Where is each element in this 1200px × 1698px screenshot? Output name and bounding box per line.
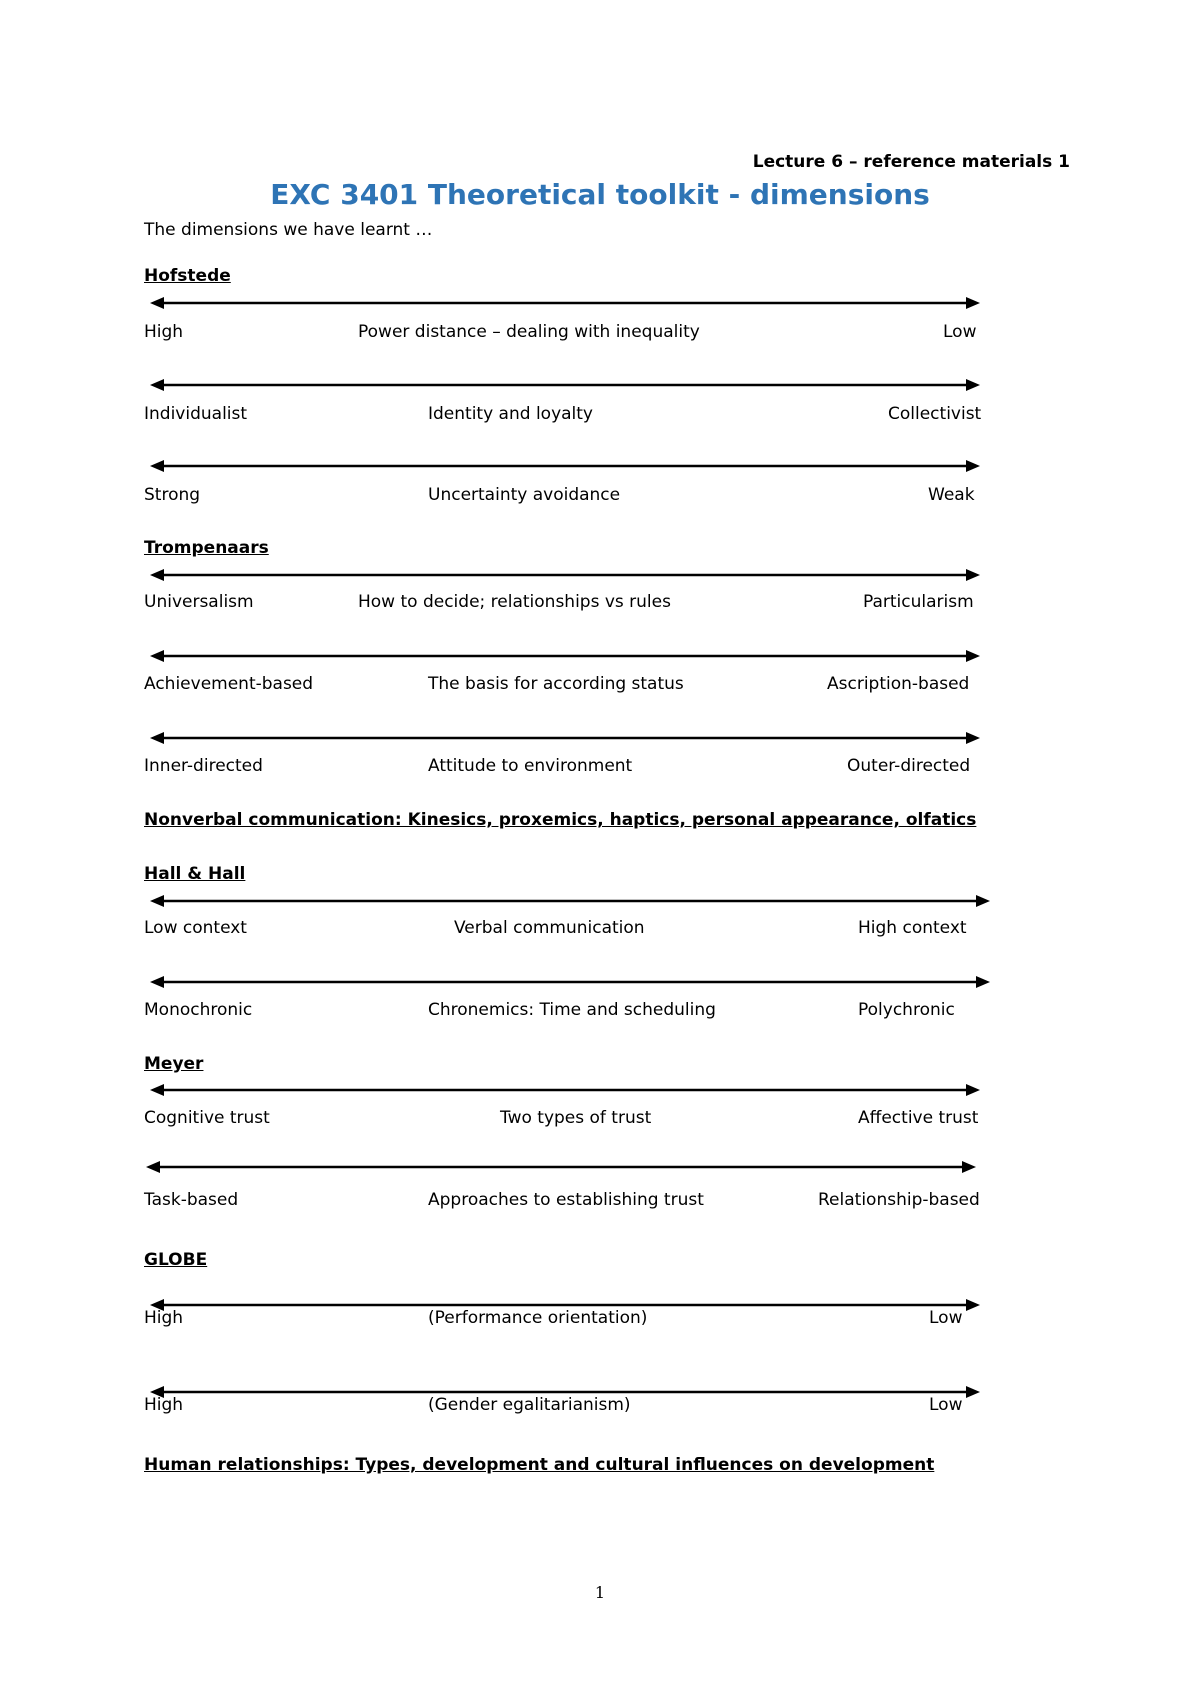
- dimension-left-label: Individualist: [144, 404, 248, 424]
- dimension-arrow: [150, 891, 990, 911]
- page-number: 1: [594, 1583, 606, 1602]
- dimension-right-label: Polychronic: [858, 1000, 955, 1020]
- dimension-right-label: Outer-directed: [847, 756, 971, 776]
- dimension-right-label: Relationship-based: [818, 1190, 980, 1210]
- dimension-left-label: Universalism: [144, 592, 254, 612]
- dimension-center-label: (Gender egalitarianism): [428, 1395, 631, 1415]
- dimension-left-label: Task-based: [144, 1190, 239, 1210]
- dimension-right-label: Weak: [928, 485, 975, 505]
- dimension-left-label: High: [144, 1308, 184, 1328]
- dimension-center-label: Two types of trust: [500, 1108, 652, 1128]
- dimension-arrow: [150, 1080, 980, 1100]
- dimension-right-label: Particularism: [863, 592, 974, 612]
- dimension-center-label: Uncertainty avoidance: [428, 485, 621, 505]
- dimension-arrow: [146, 1157, 976, 1177]
- dimension-arrow: [150, 375, 980, 395]
- dimension-right-label: High context: [858, 918, 967, 938]
- intro-text: The dimensions we have learnt …: [144, 220, 433, 240]
- section-heading-hall: Hall & Hall: [144, 864, 246, 884]
- dimension-center-label: Approaches to establishing trust: [428, 1190, 704, 1210]
- dimension-arrow: [150, 646, 980, 666]
- section-heading-meyer: Meyer: [144, 1054, 204, 1074]
- dimension-center-label: Identity and loyalty: [428, 404, 593, 424]
- dimension-right-label: Low: [929, 1395, 963, 1415]
- dimension-right-label: Affective trust: [858, 1108, 979, 1128]
- dimension-right-label: Low: [943, 322, 977, 342]
- section-heading-trompenaars: Trompenaars: [144, 538, 269, 558]
- dimension-arrow: [150, 972, 990, 992]
- dimension-left-label: High: [144, 322, 184, 342]
- dimension-right-label: Low: [929, 1308, 963, 1328]
- page-title: EXC 3401 Theoretical toolkit - dimensions: [270, 178, 930, 211]
- section-heading-globe: GLOBE: [144, 1250, 208, 1270]
- dimension-left-label: Strong: [144, 485, 201, 505]
- dimension-left-label: Achievement-based: [144, 674, 314, 694]
- dimension-center-label: Attitude to environment: [428, 756, 633, 776]
- dimension-left-label: Low context: [144, 918, 247, 938]
- dimension-right-label: Ascription-based: [827, 674, 970, 694]
- dimension-arrow: [150, 728, 980, 748]
- section-heading-human-relationships: Human relationships: Types, development and cultural influences on development: [144, 1455, 935, 1475]
- dimension-center-label: How to decide; relationships vs rules: [358, 592, 671, 612]
- dimension-left-label: High: [144, 1395, 184, 1415]
- dimension-arrow: [150, 456, 980, 476]
- lecture-label: Lecture 6 – reference materials 1: [752, 152, 1070, 172]
- dimension-center-label: Power distance – dealing with inequality: [358, 322, 700, 342]
- dimension-left-label: Inner-directed: [144, 756, 263, 776]
- section-heading-hofstede: Hofstede: [144, 266, 231, 286]
- section-heading-nonverbal: Nonverbal communication: Kinesics, proxemics, haptics, personal appearance, olfatics: [144, 810, 977, 830]
- dimension-center-label: The basis for according status: [428, 674, 684, 694]
- dimension-right-label: Collectivist: [888, 404, 982, 424]
- dimension-center-label: (Performance orientation): [428, 1308, 648, 1328]
- dimension-center-label: Verbal communication: [454, 918, 645, 938]
- dimension-arrow: [150, 565, 980, 585]
- dimension-left-label: Monochronic: [144, 1000, 253, 1020]
- dimension-center-label: Chronemics: Time and scheduling: [428, 1000, 716, 1020]
- dimension-left-label: Cognitive trust: [144, 1108, 270, 1128]
- dimension-arrow: [150, 293, 980, 313]
